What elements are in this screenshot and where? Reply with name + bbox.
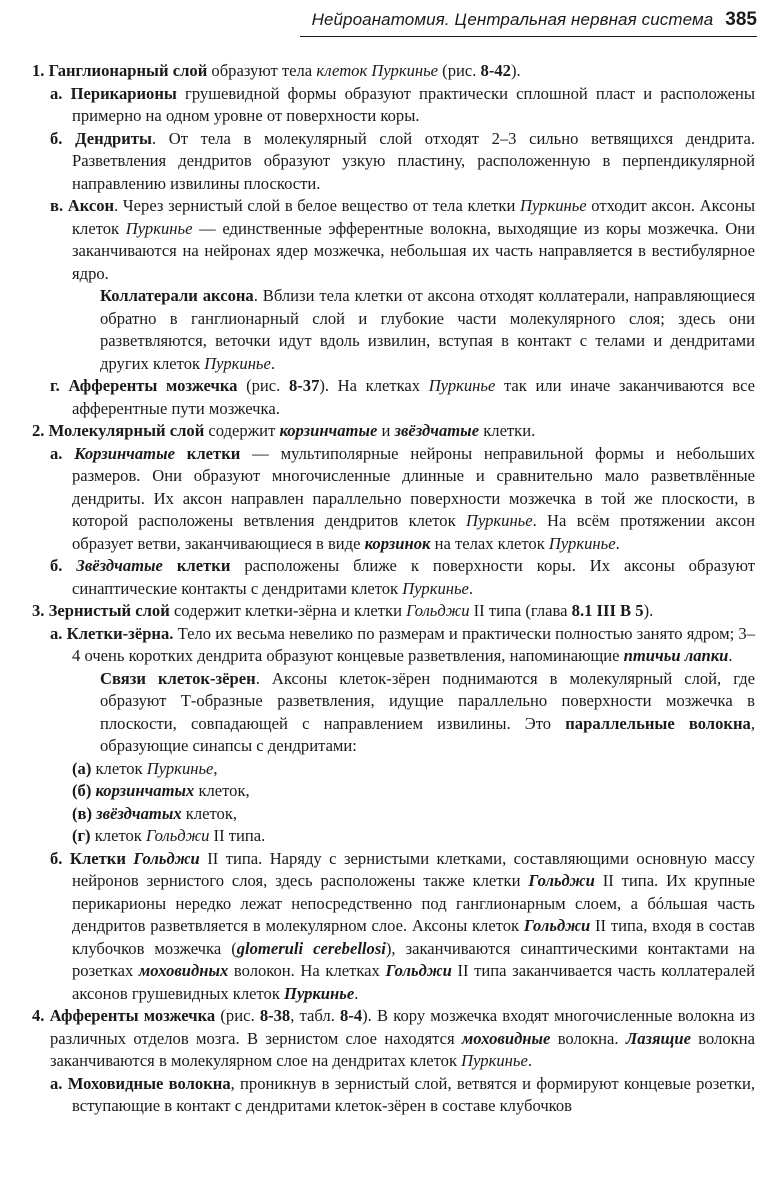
- paragraph: [50, 443, 755, 556]
- paragraph: [32, 420, 755, 443]
- list-marker: б.: [50, 556, 77, 575]
- text-run: (рис.: [215, 1006, 260, 1025]
- list-marker: 1.: [32, 61, 49, 80]
- text-run: так или иначе заканчиваются все афферентные пути мозжечка.: [72, 376, 755, 418]
- list-marker: б.: [50, 128, 76, 148]
- emphasis-run: Клетки-зёрна.: [66, 623, 174, 643]
- text-run: расположены ближе к поверхности коры. Их аксоны образуют синаптические контакты с дендритами клеток: [72, 556, 756, 598]
- text-run: , проникнув в зернистый слой, ветвятся и формируют концевые розетки, вступающие в контакт с дендритами клеток-зёрен в составе клубочков: [72, 1073, 755, 1115]
- list-marker: (а): [72, 758, 96, 778]
- text-run: ,: [213, 758, 218, 778]
- text-run: волокна.: [550, 1028, 626, 1048]
- text-run: клеток,: [194, 781, 250, 800]
- text-run: . Через зернистый слой в белое вещество от тела клетки: [114, 196, 521, 215]
- text-run: .: [728, 646, 733, 665]
- emphasis-run: клетки: [174, 443, 241, 463]
- text-run: II типа заканчивается часть коллатералей аксонов грушевидных клеток: [72, 961, 756, 1003]
- emphasis-run: Пуркинье: [520, 196, 587, 215]
- text-run: II типа.: [209, 826, 266, 845]
- text-run: — мультиполярные нейроны неправильной формы и небольших размеров. Они образуют многочисленные длинные и сравнительно мало разветвлённые дендриты. Их аксон направлен параллельно поверхности мозжечка в той же плоскости, в которой расположены ветвления дендритов клеток: [72, 443, 755, 530]
- paragraph: [32, 1005, 755, 1073]
- paragraph: [50, 195, 756, 285]
- list-marker: 4.: [32, 1006, 50, 1025]
- text-run: .: [468, 578, 474, 598]
- list-marker: а.: [50, 623, 67, 643]
- emphasis-run: Пуркинье: [548, 533, 616, 553]
- page-body: [0, 60, 769, 1118]
- running-header: [300, 4, 757, 37]
- list-marker: (в): [72, 803, 97, 823]
- list-marker: в.: [50, 196, 68, 215]
- paragraph: [50, 555, 756, 600]
- list-marker: г.: [50, 376, 69, 395]
- emphasis-run: Клетки: [69, 848, 134, 868]
- paragraph: [50, 375, 755, 420]
- paragraph: [50, 623, 755, 668]
- text-run: , образующие синапсы с дендритами:: [100, 713, 755, 755]
- paragraph: [72, 825, 755, 848]
- emphasis-run: Пуркинье: [428, 376, 496, 395]
- text-run: — единственные эфферентные волокна, выходящие из коры мозжечка. Они заканчиваются на нейронах ядер мозжечка, небольшая их часть направляется в вестибулярное ядро.: [72, 218, 756, 283]
- emphasis-run: клетки: [162, 556, 231, 575]
- list-marker: а.: [50, 83, 71, 103]
- emphasis-run: Коллатерали аксона: [100, 286, 254, 305]
- text-run: содержит: [204, 421, 280, 440]
- text-run: II типа (глава: [469, 601, 572, 620]
- text-run: . Аксоны клеток-зёрен поднимаются в молекулярный слой, где образуют Т-образные разветвления, идущие параллельно поверхности мозжечка в плоскости, совпадающей с направлением извилины. Это: [100, 668, 756, 733]
- text-run: ).: [510, 61, 521, 80]
- emphasis-run: Лазящие: [625, 1028, 691, 1048]
- emphasis-run: 8.1 III В 5: [571, 601, 644, 620]
- emphasis-run: 8-38: [259, 1006, 291, 1025]
- emphasis-run: Зернистый слой: [48, 601, 170, 620]
- text-run: содержит клетки-зёрна и клетки: [169, 601, 407, 620]
- paragraph: [50, 848, 756, 1006]
- text-run: .: [354, 983, 359, 1003]
- emphasis-run: Гольджи: [523, 916, 591, 935]
- paragraph: [32, 600, 755, 623]
- text-run: клеток: [94, 826, 146, 845]
- emphasis-run: птичьи лапки: [623, 646, 729, 665]
- emphasis-run: Гольджи: [146, 826, 210, 845]
- emphasis-run: Гольджи: [406, 601, 470, 620]
- text-run: .: [527, 1051, 532, 1070]
- emphasis-run: Гольджи: [528, 871, 595, 890]
- text-run: . Вблизи тела клетки от аксона отходят коллатерали, направляющиеся обратно в ганглионарный слой и глубокие части молекулярного слоя; здесь они разветвляются, веточки идут вдоль извилин, вступая в контакт с телами и дендритами других клеток: [100, 286, 755, 373]
- emphasis-run: корзинок: [364, 533, 431, 553]
- emphasis-run: параллельные волокна: [565, 713, 751, 733]
- emphasis-run: Пуркинье: [125, 218, 193, 238]
- paragraph: [72, 780, 755, 803]
- text-run: ), заканчиваются синаптическими контактами на розетках: [72, 938, 755, 980]
- emphasis-run: Дендриты: [75, 128, 152, 148]
- text-run: ). На клетках: [319, 376, 429, 395]
- emphasis-run: Афференты мозжечка: [68, 376, 238, 395]
- text-run: II типа, входя в состав клубочков мозжечка (: [72, 916, 755, 958]
- text-run: клеток: [95, 758, 147, 778]
- emphasis-run: Корзинчатые: [74, 443, 175, 463]
- text-run: волокна заканчиваются в молекулярном слое на дендритах клеток: [50, 1028, 755, 1070]
- emphasis-run: 8-4: [340, 1006, 363, 1025]
- emphasis-run: Связи клеток-зёрен: [100, 668, 256, 688]
- emphasis-run: корзинчатых: [95, 781, 195, 800]
- paragraph: [50, 83, 756, 128]
- text-run: Тело их весьма невелико по размерам и практически полностью занято ядром; 3–4 очень коротких дендрита образуют концевые разветвления, напоминающие: [72, 623, 755, 665]
- emphasis-run: 8-42: [480, 61, 511, 80]
- emphasis-run: Пуркинье: [284, 983, 355, 1003]
- text-run: II типа. Наряду с зернистыми клетками, составляющими основную массу нейронов зернистого слоя, здесь расположены также клетки: [72, 848, 756, 890]
- list-marker: (б): [72, 781, 96, 800]
- paragraph: [50, 128, 756, 196]
- emphasis-run: Молекулярный слой: [48, 421, 205, 440]
- emphasis-run: звёздчатые: [394, 421, 480, 440]
- emphasis-run: моховидных: [138, 961, 229, 980]
- emphasis-run: 8-37: [288, 376, 320, 395]
- text-run: волокон. На клетках: [228, 961, 386, 980]
- list-marker: а.: [50, 443, 75, 463]
- text-run: . На всём протяжении аксон образует ветви, заканчивающиеся в виде: [72, 511, 755, 553]
- emphasis-run: Моховидные волокна: [67, 1073, 231, 1093]
- text-run: отходит аксон. Аксоны клеток: [72, 196, 755, 238]
- text-run: . От тела в молекулярный слой отходят 2–3 сильно ветвящихся дендрита. Разветвления дендритов образуют узкую пластину, расположенную в перпендикулярной направлению извилины плоскости.: [72, 128, 756, 193]
- text-run: и: [377, 421, 395, 440]
- paragraph: [100, 285, 755, 375]
- list-marker: (г): [72, 826, 95, 845]
- emphasis-run: Аксон: [67, 196, 115, 215]
- emphasis-run: Пуркинье: [402, 578, 469, 598]
- emphasis-run: клеток Пуркинье: [316, 61, 439, 80]
- text-run: ).: [643, 601, 654, 620]
- list-marker: б.: [50, 848, 70, 868]
- text-run: ). В кору мозжечка входят многочисленные волокна из различных отделов мозга. В зернистом слое находятся: [50, 1006, 755, 1048]
- emphasis-run: Гольджи: [133, 848, 200, 868]
- text-run: .: [270, 353, 275, 373]
- paragraph: [100, 668, 755, 758]
- emphasis-run: Пуркинье: [146, 758, 214, 778]
- emphasis-run: glomeruli cerebellosi: [236, 938, 386, 958]
- emphasis-run: Пуркинье: [461, 1051, 528, 1070]
- text-run: клеток,: [181, 803, 238, 823]
- emphasis-run: Афференты мозжечка: [49, 1006, 216, 1025]
- text-run: (рис.: [438, 61, 481, 80]
- list-marker: 2.: [32, 421, 49, 440]
- text-run: на телах клеток: [430, 533, 549, 553]
- text-run: , табл.: [290, 1006, 341, 1025]
- text-run: (рис.: [237, 376, 289, 395]
- list-marker: а.: [50, 1073, 68, 1093]
- emphasis-run: корзинчатые: [279, 421, 378, 440]
- text-run: грушевидной формы образуют практически сплошной пласт и расположены примерно на одном уровне от поверхности коры.: [72, 83, 756, 125]
- emphasis-run: Пуркинье: [465, 511, 533, 530]
- emphasis-run: Пуркинье: [204, 353, 271, 373]
- running-header-title: Нейроанатомия. Центральная нервная система: [311, 10, 714, 29]
- emphasis-run: звёздчатых: [96, 803, 182, 823]
- emphasis-run: Перикарионы: [70, 83, 177, 103]
- emphasis-run: моховидные: [461, 1028, 551, 1048]
- text-run: образуют тела: [207, 61, 317, 80]
- paragraph: [72, 758, 755, 781]
- list-marker: 3.: [32, 601, 49, 620]
- text-run: .: [615, 533, 620, 553]
- emphasis-run: Ганглионарный слой: [48, 61, 208, 80]
- emphasis-run: Звёздчатые: [76, 556, 163, 575]
- text-run: клетки.: [479, 421, 536, 440]
- paragraph: [32, 60, 755, 83]
- paragraph: [72, 803, 755, 826]
- text-run: II типа. Их крупные перикарионы нередко лежат непосредственно под ганглионарным слоем, а бóльшая часть дендритов разветвляется в молекулярном слое. Аксоны клеток: [72, 871, 755, 935]
- emphasis-run: Гольджи: [385, 961, 452, 980]
- paragraph: [50, 1073, 755, 1118]
- page-number: 385: [725, 9, 757, 30]
